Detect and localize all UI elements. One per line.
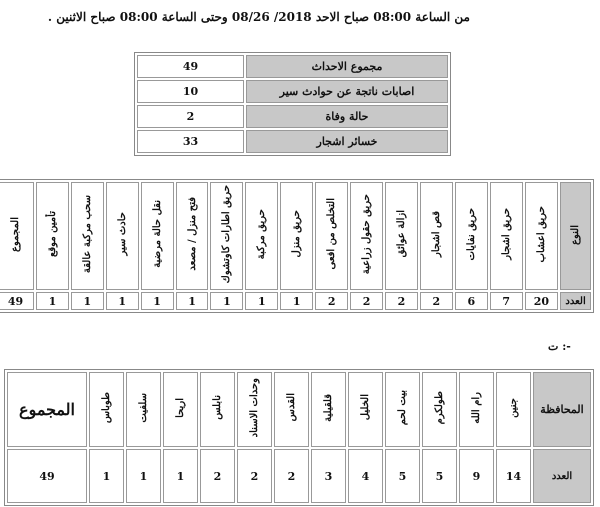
governorate-header-text: اريحا xyxy=(175,397,186,418)
event-type-header xyxy=(280,182,313,290)
event-type-header xyxy=(36,182,69,290)
governorate-count: 1 xyxy=(89,449,124,503)
event-type-header xyxy=(490,182,523,290)
governorate-header xyxy=(422,372,457,447)
governorate-header xyxy=(163,372,198,447)
event-type-count: 1 xyxy=(245,292,278,310)
event-type-count: 20 xyxy=(525,292,558,310)
summary-row xyxy=(137,105,448,128)
event-type-header xyxy=(455,182,488,290)
governorate-header xyxy=(237,372,272,447)
event-type-header-text: حريق اطارات كاوتشوك xyxy=(221,184,233,284)
governorate-header xyxy=(200,372,235,447)
event-type-header-text: فتح منزل / مصعد xyxy=(186,197,198,271)
event-type-header-text: التخلص من افعى xyxy=(326,198,338,270)
event-type-header xyxy=(350,182,383,290)
governorate-header xyxy=(385,372,420,447)
summary-row xyxy=(137,55,448,78)
governorate-count: 5 xyxy=(385,449,420,503)
governorate-count: 9 xyxy=(459,449,494,503)
events-total-header xyxy=(0,182,34,290)
governorate-header-text: جنين xyxy=(508,397,519,418)
event-type-header-text: سحب مركبة عالقة xyxy=(81,194,93,274)
summary-label: خسائر اشجار xyxy=(246,130,448,153)
governorates-table xyxy=(4,369,594,506)
governorate-header xyxy=(89,372,124,447)
summary-label: حالة وفاة xyxy=(246,105,448,128)
governorate-header-text: وحدات الاسناد xyxy=(249,377,260,438)
governorate-header-text: الخليل xyxy=(360,394,371,421)
event-type-count: 2 xyxy=(385,292,418,310)
section-label: ت :- xyxy=(548,340,571,353)
event-type-header xyxy=(420,182,453,290)
event-type-header-text: قص اشجار xyxy=(430,210,442,257)
event-type-count: 7 xyxy=(490,292,523,310)
governorate-header xyxy=(311,372,346,447)
event-type-count: 1 xyxy=(71,292,104,310)
event-type-count: 2 xyxy=(315,292,348,310)
event-type-header-text: ازالة عوائق xyxy=(395,210,407,258)
govs-total-header: المجموع xyxy=(7,372,87,447)
summary-value: 10 xyxy=(137,80,244,103)
governorate-header-text: القدس xyxy=(286,393,297,422)
event-type-header xyxy=(245,182,278,290)
governorate-header-text: طولكرم xyxy=(434,390,445,425)
governorate-count: 14 xyxy=(496,449,531,503)
summary-table xyxy=(134,52,451,156)
event-type-count: 1 xyxy=(141,292,174,310)
event-type-count: 2 xyxy=(350,292,383,310)
event-type-header xyxy=(176,182,209,290)
governorate-count: 2 xyxy=(274,449,309,503)
summary-row xyxy=(137,130,448,153)
event-type-header-text: حريق منزل xyxy=(291,210,303,258)
govs-name-corner: المحافظة xyxy=(533,372,591,447)
governorate-header xyxy=(459,372,494,447)
event-type-header xyxy=(315,182,348,290)
governorate-header-text: قلقيلية xyxy=(323,393,334,422)
governorate-count: 2 xyxy=(237,449,272,503)
governorate-count: 2 xyxy=(200,449,235,503)
event-type-header-text: تأمين موقع xyxy=(46,211,58,257)
summary-value: 2 xyxy=(137,105,244,128)
event-type-count: 2 xyxy=(420,292,453,310)
event-type-header-text: حريق اشجار xyxy=(500,208,512,260)
summary-row xyxy=(137,80,448,103)
governorate-header-text: سلفيت xyxy=(138,392,149,423)
event-type-header-text: حريق نفايات xyxy=(465,207,477,261)
governorate-header-text: رام الله xyxy=(471,391,482,424)
event-type-count: 1 xyxy=(36,292,69,310)
event-type-header xyxy=(71,182,104,290)
events-total-header-text: المجموع xyxy=(9,216,21,252)
event-type-header-text: حادث سير xyxy=(116,212,128,256)
governorate-header-text: بيت لحم xyxy=(397,389,408,426)
events-total-count: 49 xyxy=(0,292,34,310)
event-type-header xyxy=(385,182,418,290)
event-type-header xyxy=(106,182,139,290)
governorate-header xyxy=(496,372,531,447)
governorate-count: 1 xyxy=(126,449,161,503)
events-table xyxy=(0,179,594,313)
event-type-header xyxy=(210,182,243,290)
govs-count-label: العدد xyxy=(533,449,591,503)
summary-value: 33 xyxy=(137,130,244,153)
governorate-count: 3 xyxy=(311,449,346,503)
event-type-header-text: حريق حقول زراعية xyxy=(361,193,373,275)
event-type-count: 1 xyxy=(280,292,313,310)
summary-label: مجموع الاحداث xyxy=(246,55,448,78)
event-type-header xyxy=(141,182,174,290)
event-type-count: 1 xyxy=(176,292,209,310)
events-count-label: العدد xyxy=(560,292,591,310)
event-type-count: 6 xyxy=(455,292,488,310)
governorate-header-text: طوباس xyxy=(101,391,112,424)
governorate-header-text: نابلس xyxy=(212,395,223,420)
summary-value: 49 xyxy=(137,55,244,78)
governorate-header xyxy=(274,372,309,447)
event-type-header xyxy=(525,182,558,290)
event-type-header-text: حريق مركبة xyxy=(256,208,268,260)
report-period-heading: من الساعة 08:00 صباح الاحد 2018/ 08/26 وحتى الساعة 08:00 صباح الاثنين . xyxy=(47,10,470,24)
event-type-count: 1 xyxy=(210,292,243,310)
event-type-count: 1 xyxy=(106,292,139,310)
event-type-header-text: نقل حالة مرضية xyxy=(151,200,163,268)
event-type-header-text: حريق اعشاب xyxy=(535,205,547,263)
events-type-corner-text: النوع xyxy=(570,224,582,245)
governorate-count: 5 xyxy=(422,449,457,503)
governorate-count: 4 xyxy=(348,449,383,503)
govs-total-count: 49 xyxy=(7,449,87,503)
governorate-header xyxy=(126,372,161,447)
events-type-corner xyxy=(560,182,591,290)
governorate-header xyxy=(348,372,383,447)
summary-label: اصابات ناتجة عن حوادث سير xyxy=(246,80,448,103)
governorate-count: 1 xyxy=(163,449,198,503)
